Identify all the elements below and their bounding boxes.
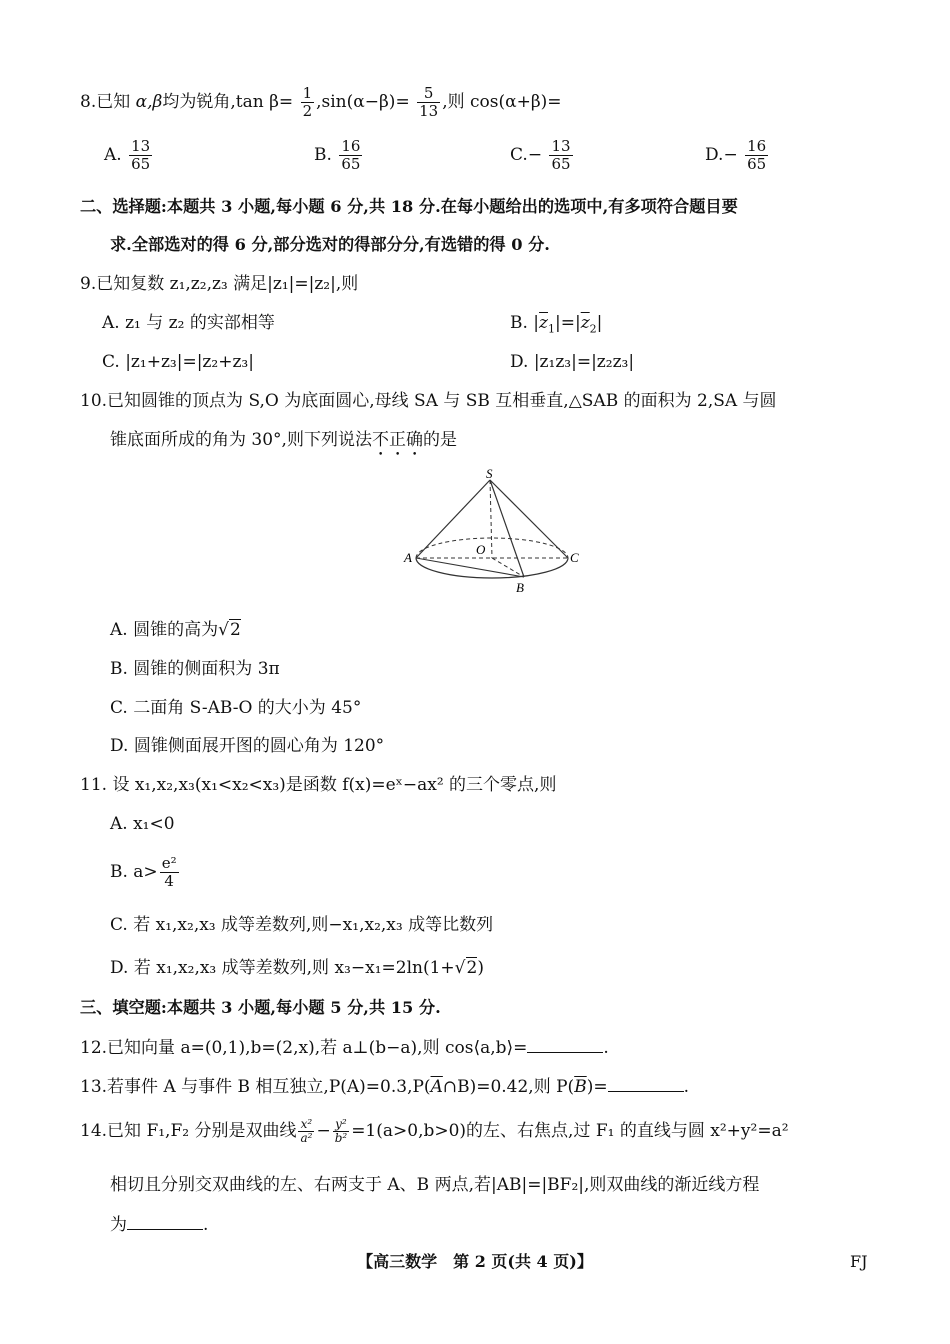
q14-answer-blank[interactable] (127, 1213, 203, 1230)
q14-line1: 14.已知 F₁,F₂ 分别是双曲线 $\frac{\text{x²}}{\text{a²}}$ − $\frac{\text{y²}}{\text{b²}}$ =1(a>0,b>0)的左、右焦点,过 F₁ 的直线与圆 x²+y²=a² (80, 1117, 789, 1145)
q8-option-b: B. $\frac{16}{65}$ (314, 137, 361, 173)
section2-line1: 二、选择题:本题共 3 小题,每小题 6 分,共 18 分.在每小题给出的选项中,有多项符合题目要 (80, 197, 738, 216)
footer-code: FJ (850, 1252, 868, 1271)
q10-option-c: C. 二面角 S-AB-O 的大小为 45° (110, 698, 362, 718)
label-o: O (476, 542, 486, 557)
q11-option-d: D. 若 x₁,x₂,x₃ 成等差数列,则 x₃−x₁=2ln(1+√2) (110, 958, 484, 978)
q14-line3: 为 . (110, 1215, 209, 1235)
q10-line2: 锥底面所成的角为 30°,则下列说法不正确的是 (110, 430, 457, 450)
section3-heading: 三、填空题:本题共 3 小题,每小题 5 分,共 15 分. (80, 998, 441, 1017)
q11-option-c: C. 若 x₁,x₂,x₃ 成等差数列,则−x₁,x₂,x₃ 成等比数列 (110, 915, 494, 935)
q9-stem: 9.已知复数 z₁,z₂,z₃ 满足|z₁|=|z₂|,则 (80, 274, 359, 294)
q9-option-b: B. $|\overline{z}_1|=|\overline{z}_2|$ (510, 313, 603, 336)
label-a: A (404, 550, 412, 565)
q10-option-d: D. 圆锥侧面展开图的圆心角为 120° (110, 736, 385, 756)
q8-tan-fraction: $\frac{1}{2}$ (302, 84, 313, 120)
q11-stem: 11. 设 x₁,x₂,x₃(x₁<x₂<x₃)是函数 f(x)=eˣ−ax² 的三个零点,则 (80, 775, 557, 795)
q8-option-d: D.− $\frac{16}{65}$ (705, 137, 767, 173)
page-footer: 【高三数学 第 2 页(共 4 页)】 (357, 1252, 593, 1271)
q8-option-c: C.− $\frac{13}{65}$ (510, 137, 571, 173)
section2-line2: 求.全部选对的得 6 分,部分选对的得部分分,有选错的得 0 分. (110, 235, 550, 254)
q12-answer-blank[interactable] (527, 1036, 603, 1053)
q10-emphasis: 不正确 (371, 430, 423, 450)
q11-option-a: A. x₁<0 (110, 814, 175, 834)
q12: 12.已知向量 a=(0,1),b=(2,x),若 a⊥(b−a),则 cos⟨a,b⟩= . (80, 1038, 609, 1058)
cone-figure (400, 466, 590, 598)
q14-line2: 相切且分别交双曲线的左、右两支于 A、B 两点,若|AB|=|BF₂|,则双曲线的渐近线方程 (110, 1175, 760, 1195)
q10-option-b: B. 圆锥的侧面积为 3π (110, 659, 280, 679)
q10-option-a: A. 圆锥的高为√2 (110, 620, 241, 640)
q9-option-c: C. |z₁+z₃|=|z₂+z₃| (102, 352, 254, 372)
q8-sin-fraction: $\frac{5}{13}$ (419, 84, 439, 120)
label-s: S (486, 466, 493, 481)
q11-option-b: B. a> $\frac{\text{e²}}{4}$ (110, 854, 177, 890)
q8-option-a: A. $\frac{13}{65}$ (104, 137, 151, 173)
q9-option-d: D. |z₁z₃|=|z₂z₃| (510, 352, 635, 372)
q13-answer-blank[interactable] (608, 1075, 684, 1092)
label-c: C (570, 550, 579, 565)
q10-line1: 10.已知圆锥的顶点为 S,O 为底面圆心,母线 SA 与 SB 互相垂直,△SAB 的面积为 2,SA 与圆 (80, 391, 777, 411)
label-b: B (516, 580, 524, 595)
q8-stem: 8.已知 α,β均为锐角,tan β= $\frac{1}{2}$ ,sin(α−β)= $\frac{5}{13}$ ,则 cos(α+β)= (80, 84, 562, 120)
q13: 13.若事件 A 与事件 B 相互独立$,P(A)=0.3,P(\overline{A}\cap B)=0.42$,则 $P(\overline{B})=$ . (80, 1077, 689, 1097)
q9-option-a: A. z₁ 与 z₂ 的实部相等 (102, 313, 275, 333)
